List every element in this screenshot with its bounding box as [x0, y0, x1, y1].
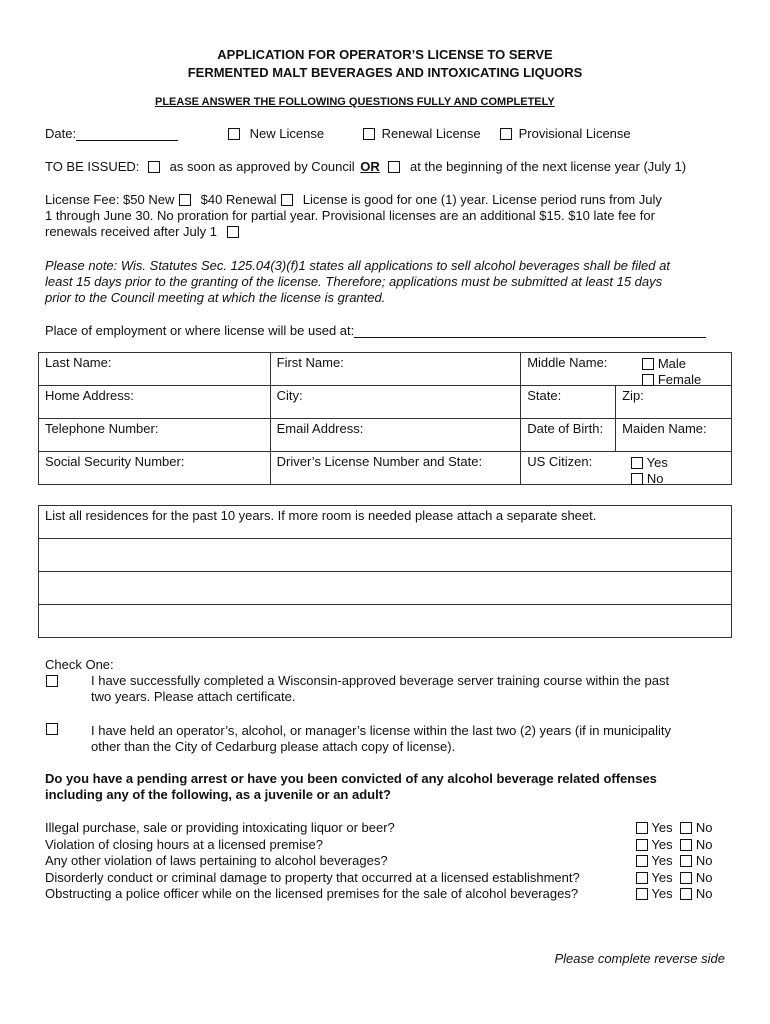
- fee-line-3: [45, 224, 239, 239]
- form-title-line-1: APPLICATION FOR OPERATOR’S LICENSE TO SERVE: [217, 47, 553, 62]
- note-line-1: Please note: Wis. Statutes Sec. 125.04(3)(f)1 states all applications to sell alcohol beverages shall be filed at: [45, 258, 670, 273]
- offense-no-checkbox[interactable]: [680, 822, 692, 834]
- offense-answer-row: [636, 886, 712, 903]
- residences-header-cell: [39, 506, 732, 539]
- offense-no-checkbox[interactable]: [680, 839, 692, 851]
- offense-answer-row: [636, 870, 712, 887]
- note-line-3: prior to the Council meeting at which the license is granted.: [45, 290, 386, 305]
- offense-yes-checkbox[interactable]: [636, 839, 648, 851]
- fee-line-2: 1 through June 30. No proration for partial year. Provisional licenses are an additional $15. $10 late fee for: [45, 208, 655, 223]
- fee-renewal-checkbox[interactable]: [281, 194, 293, 206]
- citizen-yes-checkbox[interactable]: [631, 457, 643, 469]
- fee-renewal-label: $40 Renewal: [200, 192, 277, 207]
- training-course-line-2: two years. Please attach certificate.: [91, 689, 296, 704]
- city-label: City:: [276, 388, 303, 403]
- place-of-employment-field[interactable]: [45, 323, 706, 338]
- date-blank[interactable]: [76, 126, 178, 141]
- maiden-name-cell[interactable]: [616, 419, 732, 452]
- offense-item: Obstructing a police officer while on the licensed premises for the sale of alcohol beverages?: [45, 886, 579, 901]
- offense-answer-row: [636, 837, 712, 854]
- issued-label: TO BE ISSUED:: [45, 159, 140, 174]
- female-option[interactable]: [642, 372, 701, 388]
- yes-label: Yes: [651, 853, 673, 868]
- male-label: Male: [657, 356, 687, 371]
- citizen-yes-option[interactable]: [631, 455, 668, 471]
- last-name-label: Last Name:: [45, 355, 112, 370]
- training-course-line-1: I have successfully completed a Wisconsin-approved beverage server training course within the past: [91, 673, 670, 688]
- home-address-cell[interactable]: [39, 386, 271, 419]
- or-label: OR: [360, 159, 380, 174]
- offense-yes-checkbox[interactable]: [636, 822, 648, 834]
- residences-table: [38, 505, 732, 638]
- residence-row[interactable]: [39, 605, 732, 638]
- first-name-label: First Name:: [276, 355, 344, 370]
- drivers-license-cell[interactable]: [270, 452, 521, 485]
- instruction: PLEASE ANSWER THE FOLLOWING QUESTIONS FULLY AND COMPLETELY: [155, 96, 555, 108]
- residences-header: List all residences for the past 10 years. If more room is needed please attach a separate sheet.: [45, 508, 597, 523]
- provisional-license-option[interactable]: [500, 126, 631, 141]
- new-license-option[interactable]: [228, 126, 324, 141]
- citizen-no-label: No: [646, 471, 664, 486]
- offense-answer-row: [636, 820, 712, 837]
- issued-asap-label: as soon as approved by Council: [169, 159, 355, 174]
- state-label: State:: [527, 388, 562, 403]
- offense-list: [45, 820, 580, 903]
- dob-cell[interactable]: [521, 419, 616, 452]
- residence-row[interactable]: [39, 539, 732, 572]
- form-title-line-2: FERMENTED MALT BEVERAGES AND INTOXICATING LIQUORS: [187, 65, 583, 80]
- ssn-label: Social Security Number:: [45, 454, 185, 469]
- offense-yes-checkbox[interactable]: [636, 872, 648, 884]
- offense-question-line-2: including any of the following, as a juvenile or an adult?: [45, 787, 391, 802]
- telephone-label: Telephone Number:: [45, 421, 159, 436]
- email-cell[interactable]: [270, 419, 521, 452]
- date-field[interactable]: [45, 126, 178, 141]
- yes-label: Yes: [651, 886, 673, 901]
- maiden-name-label: Maiden Name:: [622, 421, 707, 436]
- us-citizen-label: US Citizen:: [527, 454, 593, 469]
- fee-new-checkbox[interactable]: [179, 194, 191, 206]
- citizen-no-checkbox[interactable]: [631, 473, 643, 485]
- residence-row[interactable]: [39, 572, 732, 605]
- male-option[interactable]: [642, 356, 701, 372]
- yes-label: Yes: [651, 820, 673, 835]
- citizen-yes-label: Yes: [646, 455, 668, 470]
- email-label: Email Address:: [276, 421, 364, 436]
- prior-license-line-2: other than the City of Cedarburg please attach copy of license).: [91, 739, 456, 754]
- offense-item: Any other violation of laws pertaining to alcohol beverages?: [45, 853, 388, 868]
- female-checkbox[interactable]: [642, 374, 654, 386]
- reverse-side-note: Please complete reverse side: [554, 951, 725, 966]
- renewal-license-option[interactable]: [363, 126, 481, 141]
- offense-item: Disorderly conduct or criminal damage to property that occurred at a licensed establishment?: [45, 869, 580, 885]
- note-line-2: least 15 days prior to the granting of the license. Therefore; applications must be submitted at least 15 days: [45, 274, 663, 289]
- dob-label: Date of Birth:: [527, 421, 604, 436]
- yes-label: Yes: [651, 869, 673, 885]
- place-label: Place of employment or where license will be used at:: [45, 323, 355, 338]
- first-name-cell[interactable]: [270, 353, 521, 386]
- place-blank[interactable]: [354, 323, 706, 338]
- no-label: No: [695, 853, 713, 868]
- state-cell[interactable]: [521, 386, 616, 419]
- ssn-cell[interactable]: [39, 452, 271, 485]
- offense-question-line-1: Do you have a pending arrest or have you been convicted of any alcohol beverage related offenses: [45, 771, 657, 786]
- yes-label: Yes: [651, 836, 673, 852]
- middle-name-cell[interactable]: [521, 353, 732, 386]
- offense-no-checkbox[interactable]: [680, 872, 692, 884]
- renewal-license-label: Renewal License: [381, 126, 481, 141]
- offense-yes-checkbox[interactable]: [636, 888, 648, 900]
- no-label: No: [695, 869, 713, 885]
- telephone-cell[interactable]: [39, 419, 271, 452]
- home-address-label: Home Address:: [45, 388, 134, 403]
- citizen-no-option[interactable]: [631, 471, 668, 487]
- us-citizen-cell: [521, 452, 732, 485]
- middle-name-label: Middle Name:: [527, 355, 608, 370]
- female-label: Female: [657, 372, 702, 387]
- issued-row: [45, 159, 686, 174]
- offense-item: Illegal purchase, sale or providing intoxicating liquor or beer?: [45, 820, 395, 835]
- offense-no-checkbox[interactable]: [680, 888, 692, 900]
- no-label: No: [695, 820, 713, 835]
- check-one-label: Check One:: [45, 657, 114, 672]
- renewal-license-checkbox[interactable]: [363, 128, 375, 140]
- provisional-license-checkbox[interactable]: [500, 128, 512, 140]
- offense-item: Violation of closing hours at a licensed premise?: [45, 836, 323, 852]
- new-license-checkbox[interactable]: [228, 128, 240, 140]
- offense-answer-row: [636, 853, 712, 870]
- new-license-label: New License: [249, 126, 325, 141]
- no-label: No: [695, 836, 713, 852]
- fee-line-1: [45, 192, 662, 207]
- prior-license-checkbox[interactable]: [46, 723, 58, 735]
- no-label: No: [695, 886, 713, 901]
- issued-asap-checkbox[interactable]: [148, 161, 160, 173]
- prior-license-line-1: I have held an operator’s, alcohol, or manager’s license within the last two (2) years (if in municipality: [91, 723, 671, 738]
- offense-yes-checkbox[interactable]: [636, 855, 648, 867]
- provisional-license-label: Provisional License: [518, 126, 631, 141]
- issued-next-year-checkbox[interactable]: [388, 161, 400, 173]
- drivers-license-label: Driver’s License Number and State:: [276, 454, 483, 469]
- city-cell[interactable]: [270, 386, 521, 419]
- zip-label: Zip:: [622, 388, 644, 403]
- applicant-info-table: [38, 352, 732, 485]
- offense-answers: [636, 820, 712, 903]
- male-checkbox[interactable]: [642, 358, 654, 370]
- date-label: Date:: [45, 126, 77, 141]
- late-fee-checkbox[interactable]: [227, 226, 239, 238]
- fee-line-1-text: License is good for one (1) year. License period runs from July: [302, 192, 662, 207]
- gender-options: [642, 356, 701, 388]
- fee-new-label: License Fee: $50 New: [45, 192, 175, 207]
- offense-no-checkbox[interactable]: [680, 855, 692, 867]
- issued-next-year-label: at the beginning of the next license year (July 1): [410, 159, 687, 174]
- last-name-cell[interactable]: [39, 353, 271, 386]
- training-course-checkbox[interactable]: [46, 675, 58, 687]
- fee-line-3-text: renewals received after July 1: [45, 224, 217, 239]
- citizen-options: [631, 455, 668, 487]
- zip-cell[interactable]: [616, 386, 732, 419]
